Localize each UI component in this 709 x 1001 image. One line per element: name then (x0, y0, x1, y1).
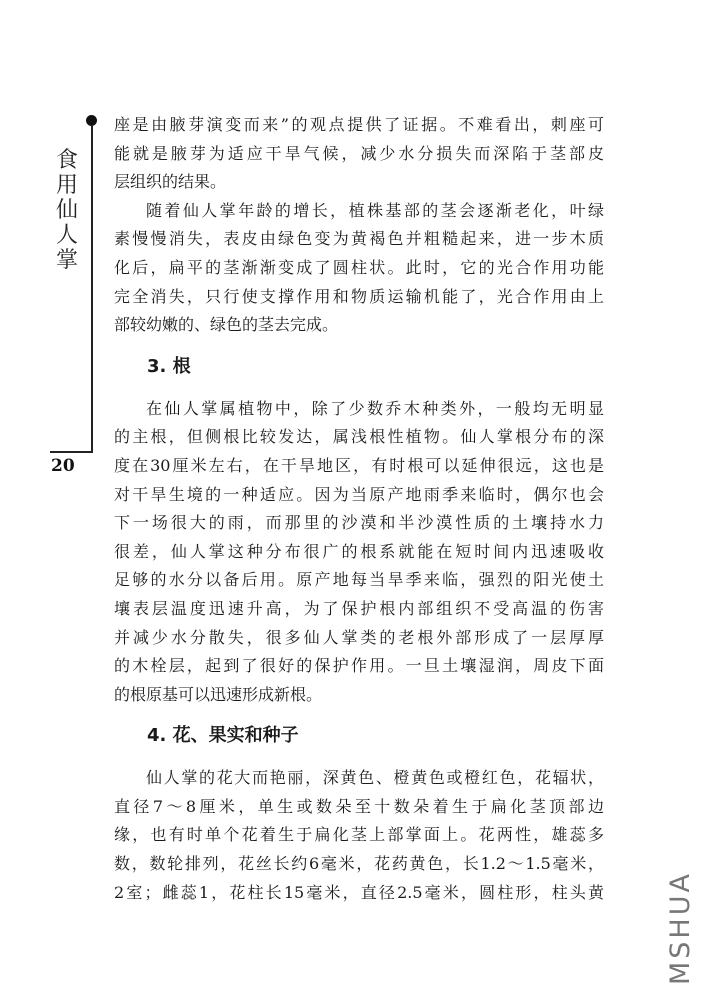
text-line: 数，数轮排列，花丝长约6毫米，花药黄色，长1.2～1.5毫米， (114, 854, 604, 874)
paragraph-2-cont (114, 225, 604, 339)
text-line: 壤表层温度迅速升高，为了保护根内部组织不受高温的伤害 (114, 598, 604, 618)
section-heading-flowers: 4. 花、果实和种子 (147, 725, 299, 747)
text-line: 的根原基可以迅速形成新根。 (114, 684, 323, 704)
text-line: 随着仙人掌年龄的增长，植株基部的茎会逐渐老化，叶绿 (146, 200, 604, 220)
paragraph-4 (114, 764, 604, 793)
paragraph-3-cont (114, 423, 604, 709)
text-line: 层组织的结果。 (114, 172, 227, 192)
text-line: 部较幼嫩的、绿色的茎去完成。 (114, 315, 339, 335)
text-line: 对干旱生境的一种适应。因为当原产地雨季来临时，偶尔也会 (114, 484, 604, 504)
text-line: 仙人掌的花大而艳丽，深黄色、橙黄色或橙红色，花辐状， (146, 768, 604, 788)
margin-bullet (86, 115, 97, 126)
text-line: 缘，也有时单个花着生于扁化茎上部掌面上。花两性，雄蕊多 (114, 825, 604, 845)
running-title: 食用仙人掌 (55, 148, 78, 273)
text-line: 很差，仙人掌这种分布很广的根系就能在短时间内迅速吸收 (114, 541, 604, 561)
text-line: 座是由腋芽演变而来”的观点提供了证据。不难看出，刺座可 (114, 115, 604, 134)
text-line: 在仙人掌属植物中，除了少数乔木种类外，一般均无明显 (146, 398, 604, 418)
text-line: 下一场很大的雨，而那里的沙漠和半沙漠性质的土壤持水力 (114, 513, 604, 533)
margin-horizontal-rule (50, 451, 93, 453)
margin-vertical-rule (91, 126, 93, 451)
section-heading-roots: 3. 根 (147, 355, 191, 377)
page-number: 20 (51, 456, 75, 476)
paragraph-1 (114, 111, 604, 197)
text-line: 化后，扁平的茎渐渐变成了圆柱状。此时，它的光合作用功能 (114, 257, 604, 277)
watermark: MSHUA (665, 871, 696, 985)
text-line: 并减少水分散失，很多仙人掌类的老根外部形成了一层厚厚 (114, 627, 604, 647)
text-line: 足够的水分以备后用。原产地每当旱季来临，强烈的阳光使土 (114, 570, 604, 590)
text-line: 的木栓层，起到了很好的保护作用。一旦土壤湿润，周皮下面 (114, 656, 604, 676)
text-line: 直径7～8厘米，单生或数朵至十数朵着生于扁化茎顶部边 (114, 796, 604, 816)
text-line: 的主根，但侧根比较发达，属浅根性植物。仙人掌根分布的深 (114, 427, 604, 447)
text-line: 完全消失，只行使支撑作用和物质运输机能了，光合作用由上 (114, 286, 604, 306)
body-text (114, 111, 604, 907)
paragraph-3 (114, 395, 604, 424)
text-line: 度在30厘米左右，在干旱地区，有时根可以延伸很远，这也是 (114, 455, 604, 475)
paragraph-4-cont (114, 793, 604, 907)
text-line: 能就是腋芽为适应干旱气候，减少水分损失而深陷于茎部皮 (114, 143, 604, 163)
text-line: 素慢慢消失，表皮由绿色变为黄褐色并粗糙起来，进一步木质 (114, 229, 604, 249)
text-line: 2室；雌蕊1，花柱长15毫米，直径2.5毫米，圆柱形，柱头黄 (114, 882, 604, 902)
paragraph-2 (114, 197, 604, 226)
